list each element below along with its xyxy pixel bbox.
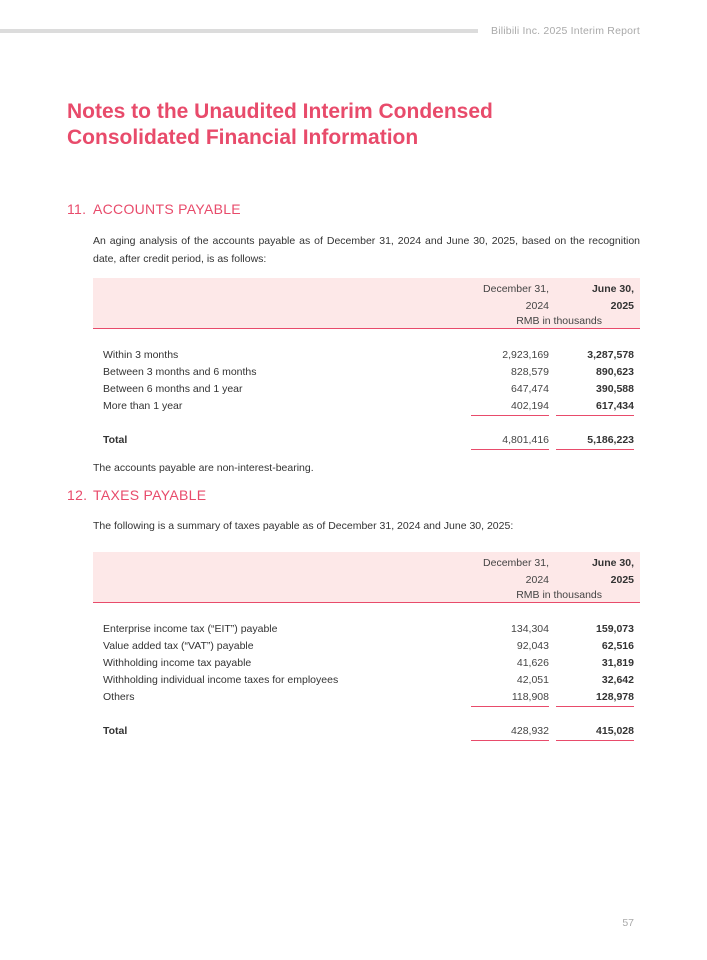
row-label: More than 1 year [103,400,183,412]
header-rule [0,29,478,33]
value-jun-2025: 3,287,578 [587,349,634,361]
total-jun-2025: 415,028 [556,723,634,741]
table-header [93,552,640,603]
column-header-line: 2025 [610,300,634,312]
column-header-dec-2024 [459,555,549,589]
unit-label: RMB in thousands [516,589,602,601]
page-title: Notes to the Unaudited Interim Condensed Consolidated Financial Information [67,100,493,149]
row-label: Within 3 months [103,349,179,361]
table-row [93,621,640,638]
column-header-line: December 31, [483,283,549,295]
row-label: Others [103,691,135,703]
value-jun-2025: 31,819 [601,657,634,669]
value-jun-2025: 128,978 [556,689,634,707]
report-header: Bilibili Inc. 2025 Interim Report [491,25,640,37]
value-jun-2025: 390,588 [596,383,634,395]
section-title: TAXES PAYABLE [93,487,207,503]
row-label: Withholding income tax payable [103,657,252,669]
unit-label: RMB in thousands [516,315,602,327]
value-dec-2024: 118,908 [471,689,549,707]
column-header-line: December 31, [483,557,549,569]
column-header-line: 2024 [525,300,549,312]
table-row [93,672,640,689]
column-header-jun-2025 [554,281,634,315]
column-header-line: June 30, [591,283,634,295]
value-dec-2024: 828,579 [511,366,549,378]
page-number: 57 [622,917,634,929]
section-heading-accounts-payable [67,201,241,217]
column-header-dec-2024 [459,281,549,315]
section-heading-taxes-payable [67,487,206,503]
accounts-payable-intro: An aging analysis of the accounts payable as of December 31, 2024 and June 30, 2025, based on the recognition date, after credit period, is as follows: [93,235,640,265]
total-label: Total [103,725,128,737]
row-label: Enterprise income tax (“EIT”) payable [103,623,278,635]
total-dec-2024: 4,801,416 [471,432,549,450]
column-header-jun-2025 [554,555,634,589]
value-dec-2024: 647,474 [511,383,549,395]
value-jun-2025: 890,623 [596,366,634,378]
table-row [93,347,640,364]
table-header [93,278,640,329]
taxes-payable-table [93,552,640,740]
section-number: 11. [67,201,87,217]
value-jun-2025: 32,642 [601,674,634,686]
total-label: Total [103,434,128,446]
total-dec-2024: 428,932 [471,723,549,741]
value-dec-2024: 41,626 [516,657,549,669]
value-dec-2024: 92,043 [516,640,549,652]
row-label: Withholding individual income taxes for employees [103,674,339,686]
value-dec-2024: 134,304 [511,623,549,635]
value-dec-2024: 2,923,169 [502,349,549,361]
section-title: ACCOUNTS PAYABLE [93,201,241,217]
table-row [93,655,640,672]
accounts-payable-note: The accounts payable are non-interest-bearing. [93,462,314,474]
column-header-line: 2024 [525,574,549,586]
table-row [93,638,640,655]
value-jun-2025: 62,516 [601,640,634,652]
value-jun-2025: 159,073 [596,623,634,635]
table-row [93,689,640,706]
table-row [93,381,640,398]
row-label: Between 6 months and 1 year [103,383,243,395]
accounts-payable-table [93,278,640,449]
value-dec-2024: 42,051 [516,674,549,686]
value-dec-2024: 402,194 [471,398,549,416]
taxes-payable-intro: The following is a summary of taxes payable as of December 31, 2024 and June 30, 2025: [93,520,514,532]
table-row [93,398,640,415]
row-label: Value added tax (“VAT”) payable [103,640,254,652]
value-jun-2025: 617,434 [556,398,634,416]
total-row [93,432,640,449]
column-header-line: June 30, [591,557,634,569]
column-header-line: 2025 [610,574,634,586]
row-label: Between 3 months and 6 months [103,366,257,378]
total-row [93,723,640,740]
total-jun-2025: 5,186,223 [556,432,634,450]
table-row [93,364,640,381]
section-number: 12. [67,487,88,503]
